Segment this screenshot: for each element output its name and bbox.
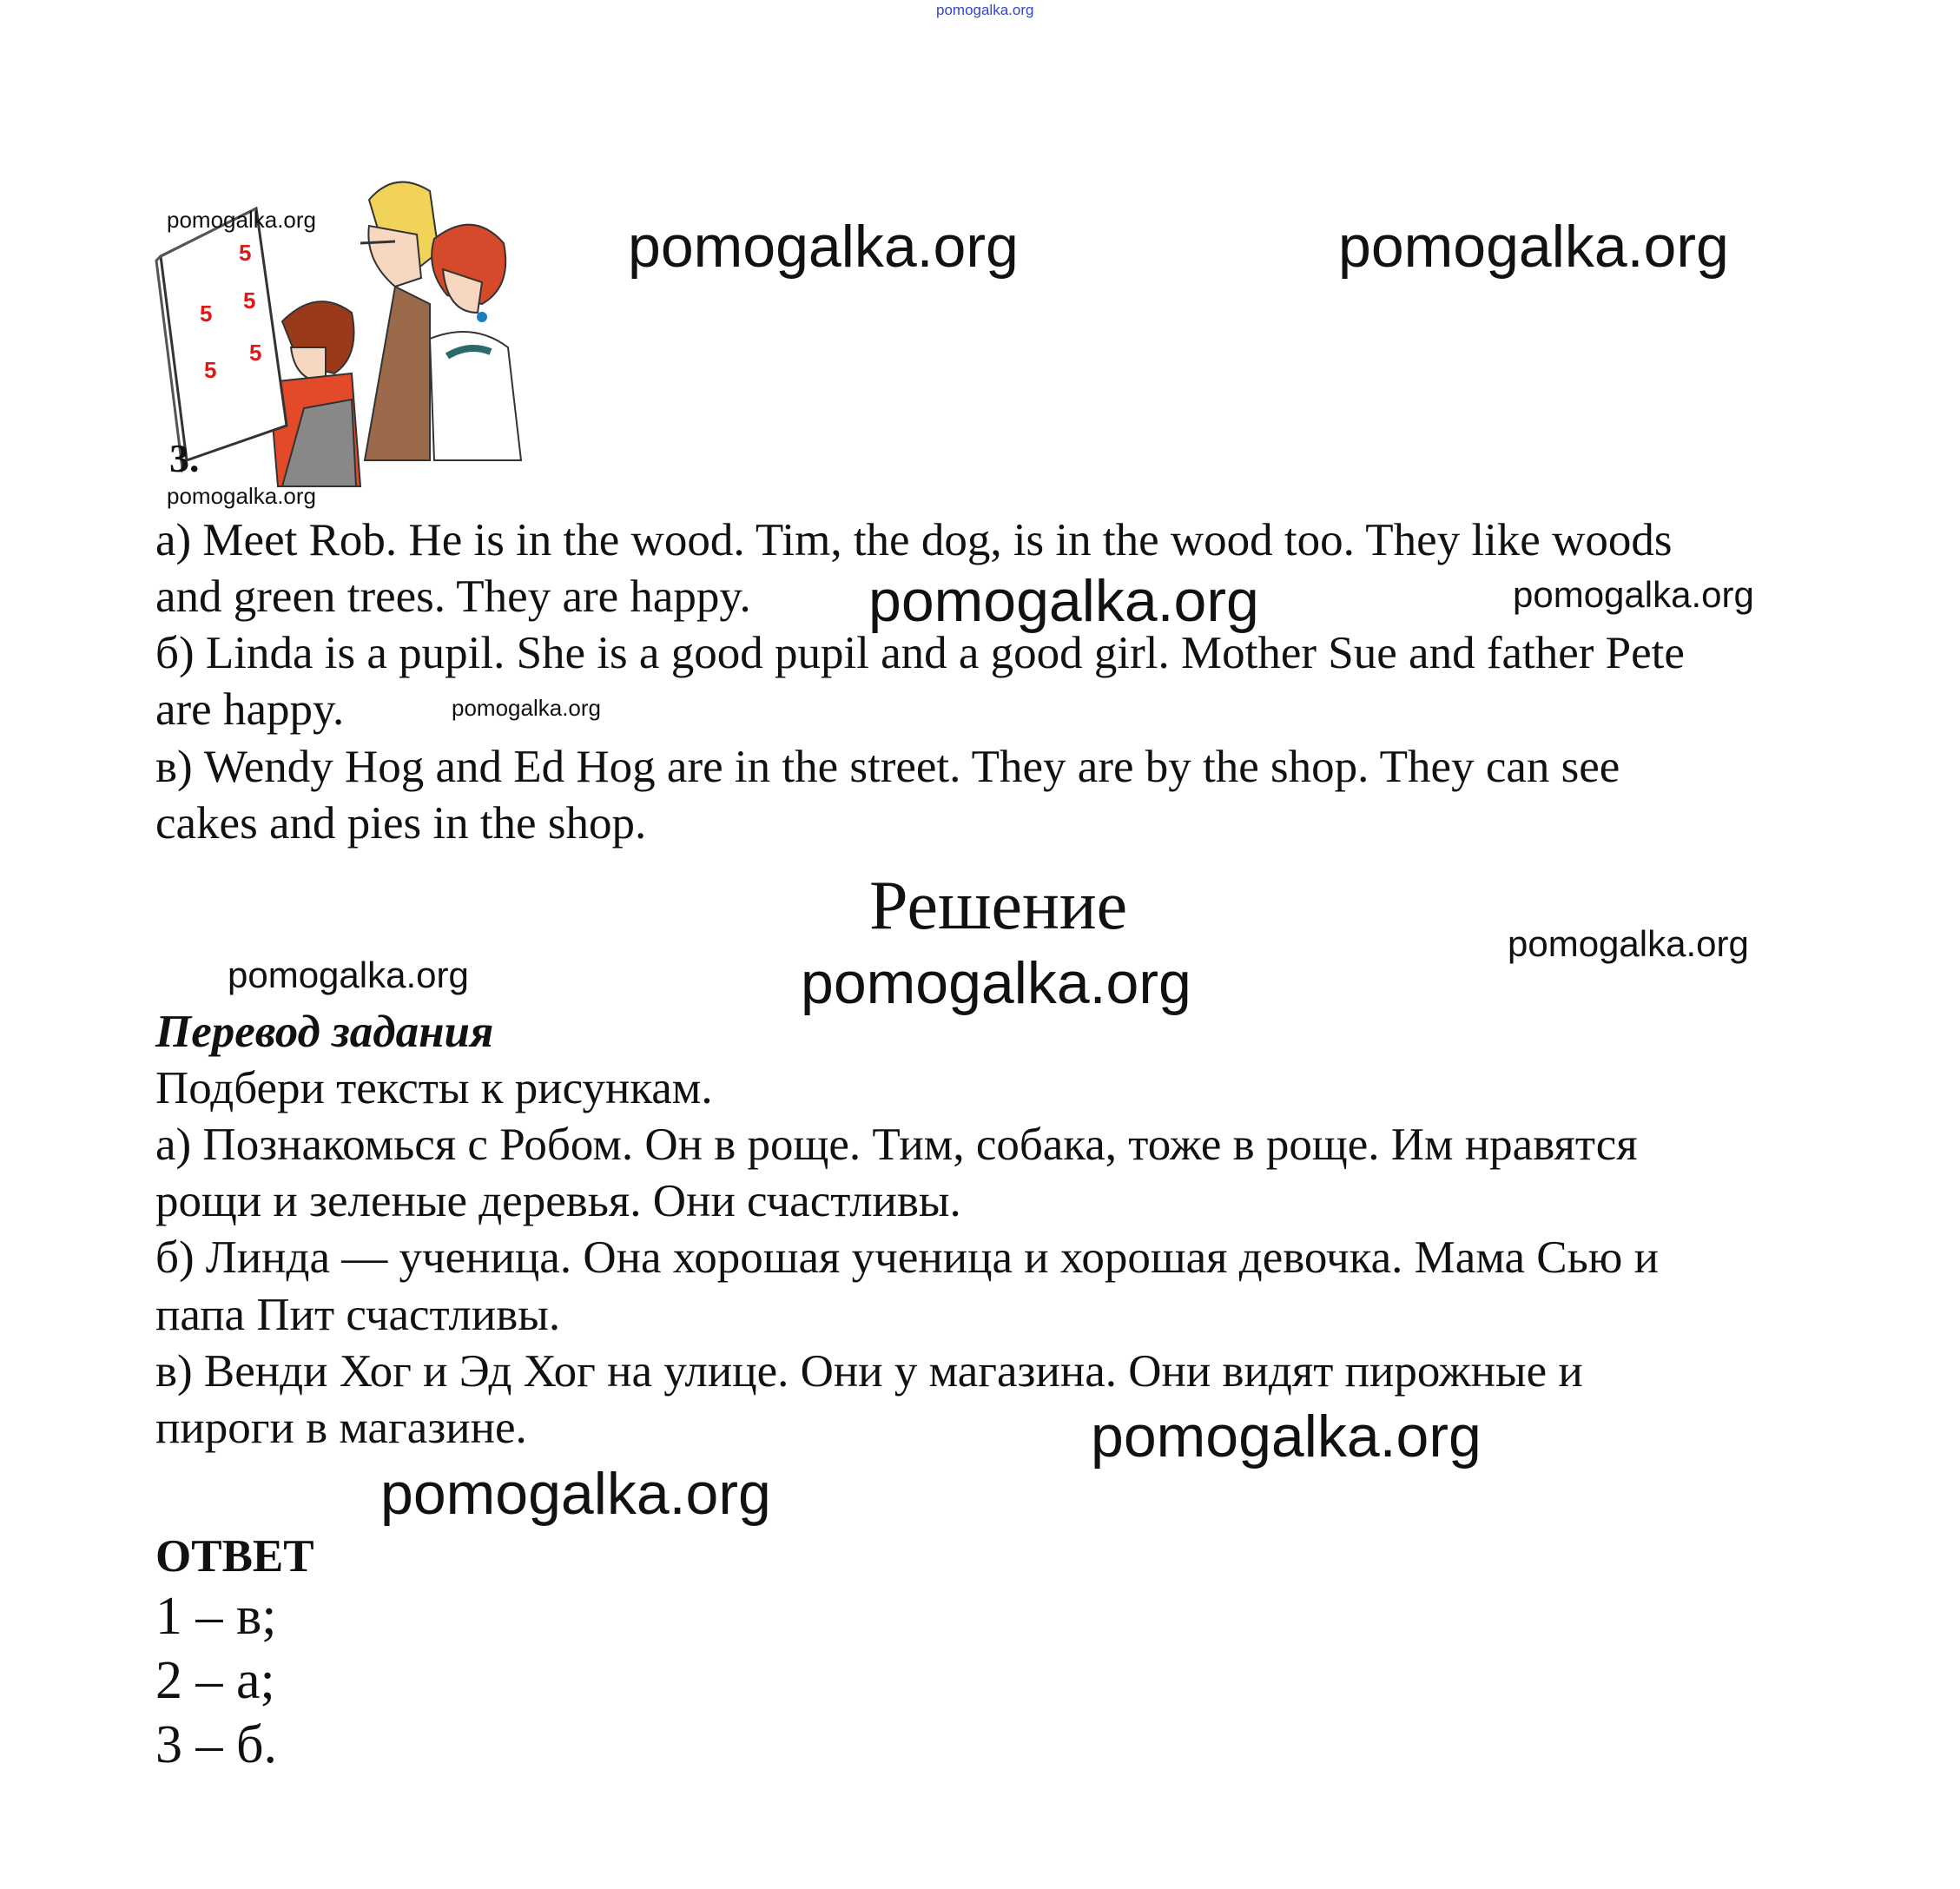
woman-earring (477, 312, 487, 322)
translation-line: а) Познакомься с Робом. Он в роще. Тим, собака, тоже в роще. Им нравятся (155, 1120, 1638, 1170)
watermark: pomogalka.org (167, 207, 316, 233)
watermark: pomogalka.org (452, 695, 601, 721)
english-line: в) Wendy Hog and Ed Hog are in the street. They are by the shop. They can see (155, 742, 1620, 792)
watermark: pomogalka.org (380, 1461, 771, 1527)
english-line: are happy. (155, 684, 345, 735)
translation-heading: Перевод задания (155, 1007, 494, 1057)
man-coat (365, 287, 430, 460)
translation-line: Подбери тексты к рисункам. (155, 1063, 713, 1113)
grade-mark: 5 (239, 240, 252, 266)
man-glasses (360, 241, 395, 243)
answer-item: 3 – б. (155, 1715, 278, 1774)
english-line: cakes and pies in the shop. (155, 798, 647, 849)
translation-line: в) Венди Хог и Эд Хог на улице. Они у магазина. Они видят пирожные и (155, 1346, 1583, 1397)
exercise-number: 3. (169, 436, 200, 480)
solution-title: Решение (869, 868, 1128, 944)
english-line: and green trees. They are happy. (155, 571, 751, 622)
translation-line: рощи и зеленые деревья. Они счастливы. (155, 1176, 961, 1226)
grade-mark: 5 (200, 301, 213, 327)
watermark-top: pomogalka.org (936, 2, 1034, 18)
watermark: pomogalka.org (801, 950, 1191, 1016)
answer-heading: ОТВЕТ (155, 1531, 314, 1582)
translation-line: пироги в магазине. (155, 1403, 527, 1453)
grade-mark: 5 (249, 340, 262, 366)
watermark: pomogalka.org (868, 568, 1259, 634)
answer-item: 1 – в; (155, 1587, 277, 1646)
grade-mark: 5 (243, 287, 256, 314)
watermark: pomogalka.org (628, 214, 1019, 280)
watermark: pomogalka.org (228, 954, 469, 995)
watermark: pomogalka.org (1508, 923, 1749, 964)
english-line: б) Linda is a pupil. She is a good pupil and a good girl. Mother Sue and father Pete (155, 628, 1685, 678)
watermark: pomogalka.org (1513, 574, 1754, 615)
english-line: a) Meet Rob. He is in the wood. Tim, the dog, is in the wood too. They like woods (155, 515, 1673, 565)
man-face (368, 226, 421, 287)
watermark: pomogalka.org (1338, 214, 1729, 280)
watermark: pomogalka.org (167, 483, 316, 509)
grade-mark: 5 (204, 357, 217, 383)
translation-line: папа Пит счастливы. (155, 1290, 561, 1340)
answer-item: 2 – а; (155, 1651, 275, 1710)
translation-line: б) Линда — ученица. Она хорошая ученица и хорошая девочка. Мама Сью и (155, 1232, 1660, 1283)
watermark: pomogalka.org (1091, 1404, 1482, 1470)
